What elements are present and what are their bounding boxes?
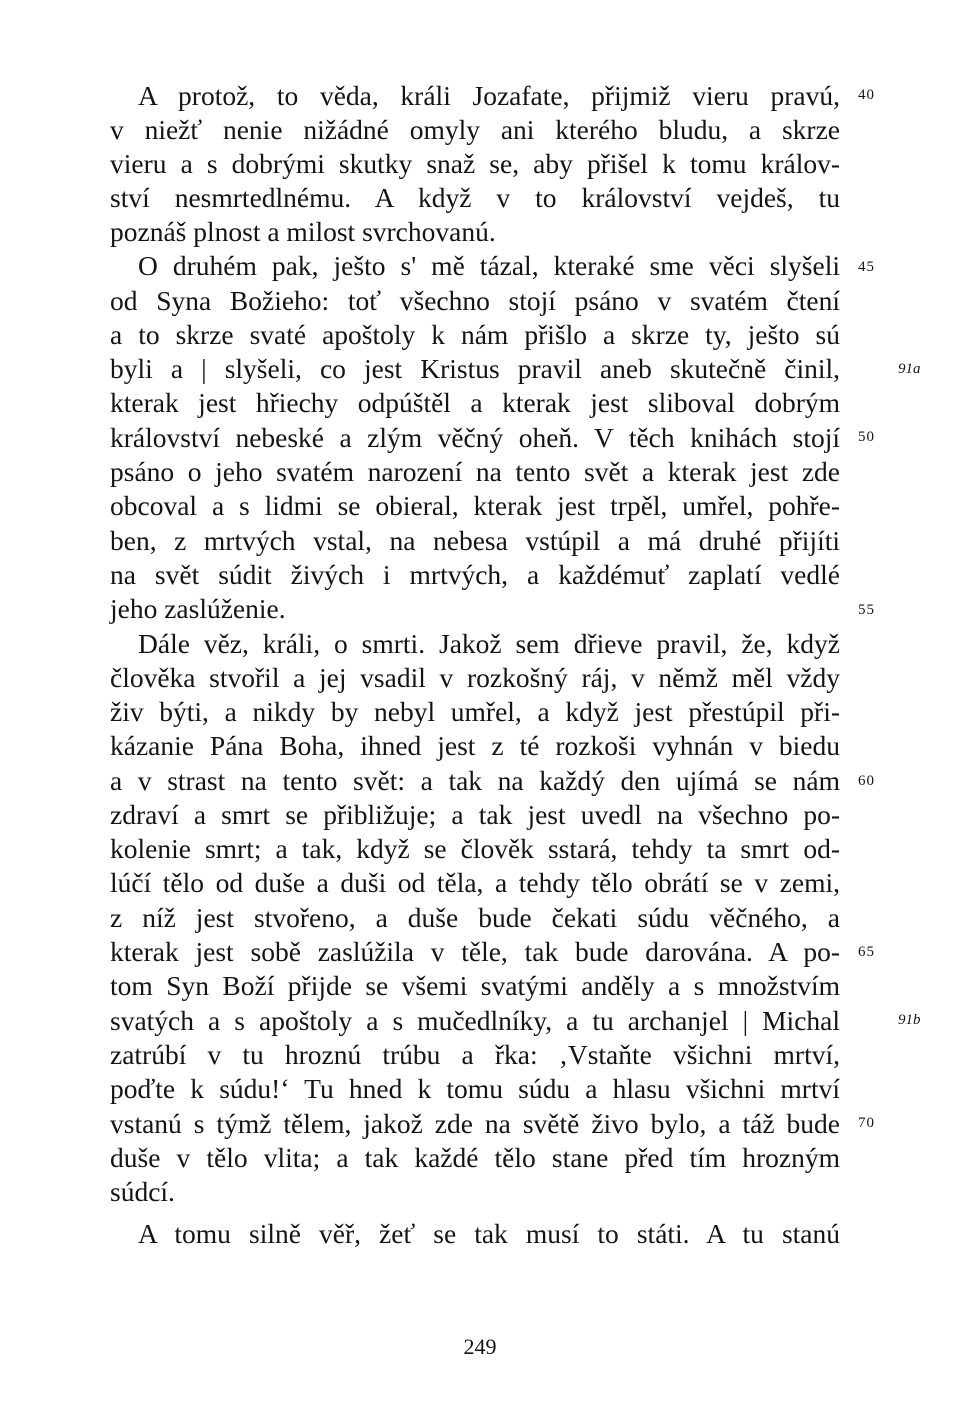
text-line: ství nesmrtedlnému. A když v to království vejdeš, tu [110,182,840,213]
text-line: vstanú s týmž tělem, jakož zde na světě živo bylo, a táž bude [110,1108,840,1139]
text-line: svatých a s apoštoly a s mučedlníky, a tu archanjel | Michal [110,1005,840,1036]
text-line: byli a | slyšeli, co jest Kristus pravil aneb skutečně činil, [110,353,840,384]
text-line: súdcí. [110,1176,175,1207]
text-line: Dále věz, králi, o smrti. Jakož sem dřieve pravil, že, když [138,628,840,659]
text-line: poznáš plnost a milost svrchovanú. [110,216,496,247]
line-number: 50 [858,429,875,445]
folio-marker: 91a [898,361,921,377]
text-line: tom Syn Boží přijde se všemi svatými anděly a s množstvím [110,970,840,1001]
text-line: od Syna Božieho: toť všechno stojí psáno v svatém čtení [110,285,840,316]
line-number: 40 [858,87,875,103]
line-number: 45 [858,259,875,275]
text-line: kolenie smrt; a tak, když se člověk sstará, tehdy ta smrt od- [110,833,840,864]
line-number: 55 [858,602,875,618]
text-line: na svět súdit živých i mrtvých, a každémuť zaplatí vedlé [110,559,840,590]
text-line: O druhém pak, ješto s' mě tázal, kteraké sme věci slyšeli [138,250,840,281]
text-line: z níž jest stvořeno, a duše bude čekati súdu věčného, a [110,902,840,933]
text-line: psáno o jeho svatém narození na tento svět a kterak jest zde [110,456,840,487]
text-line: a to skrze svaté apoštoly k nám přišlo a skrze ty, ješto sú [110,319,840,350]
text-line: poďte k súdu!‘ Tu hned k tomu súdu a hlasu všichni mrtví [110,1073,840,1104]
line-number: 65 [858,944,875,960]
text-line: v niežť nenie nižádné omyly ani kterého bludu, a skrze [110,114,840,145]
text-line: ben, z mrtvých vstal, na nebesa vstúpil a má druhé přijíti [110,525,840,556]
text-line: lúčí tělo od duše a duši od těla, a tehdy tělo obrátí se v zemi, [110,867,840,898]
text-line: království nebeské a zlým věčný oheň. V těch knihách stojí [110,422,840,453]
page-number: 249 [463,1334,497,1359]
text-line: a v strast na tento svět: a tak na každý den ujímá se nám [110,765,840,796]
text-line: duše v tělo vlita; a tak každé tělo stane před tím hrozným [110,1142,840,1173]
text-line: obcoval a s lidmi se obieral, kterak jest trpěl, umřel, pohře- [110,490,840,521]
text-line: kterak jest hřiechy odpúštěl a kterak jest sliboval dobrým [110,387,840,418]
text-line: živ býti, a nikdy by nebyl umřel, a když jest přestúpil při- [110,696,840,727]
text-line: kterak jest sobě zaslúžila v těle, tak bude darována. A po- [110,936,840,967]
text-line: jeho zaslúženie. [110,593,286,624]
line-number: 60 [858,773,875,789]
text-line: zdraví a smrt se přibližuje; a tak jest uvedl na všechno po- [110,799,840,830]
line-number: 70 [858,1115,875,1131]
text-line: A tomu silně věř, žeť se tak musí to státi. A tu stanú [138,1218,840,1249]
text-line: kázanie Pána Boha, ihned jest z té rozkoši vyhnán v biedu [110,730,840,761]
text-line: zatrúbí v tu hroznú trúbu a řka: ‚Vstaňte všichni mrtví, [110,1039,840,1070]
folio-marker: 91b [898,1012,921,1028]
text-line: A protož, to věda, králi Jozafate, přijmiž vieru pravú, [138,80,840,111]
text-line: člověka stvořil a jej vsadil v rozkošný ráj, v němž měl vždy [110,662,840,693]
text-line: vieru a s dobrými skutky snaž se, aby přišel k tomu králov- [110,148,840,179]
